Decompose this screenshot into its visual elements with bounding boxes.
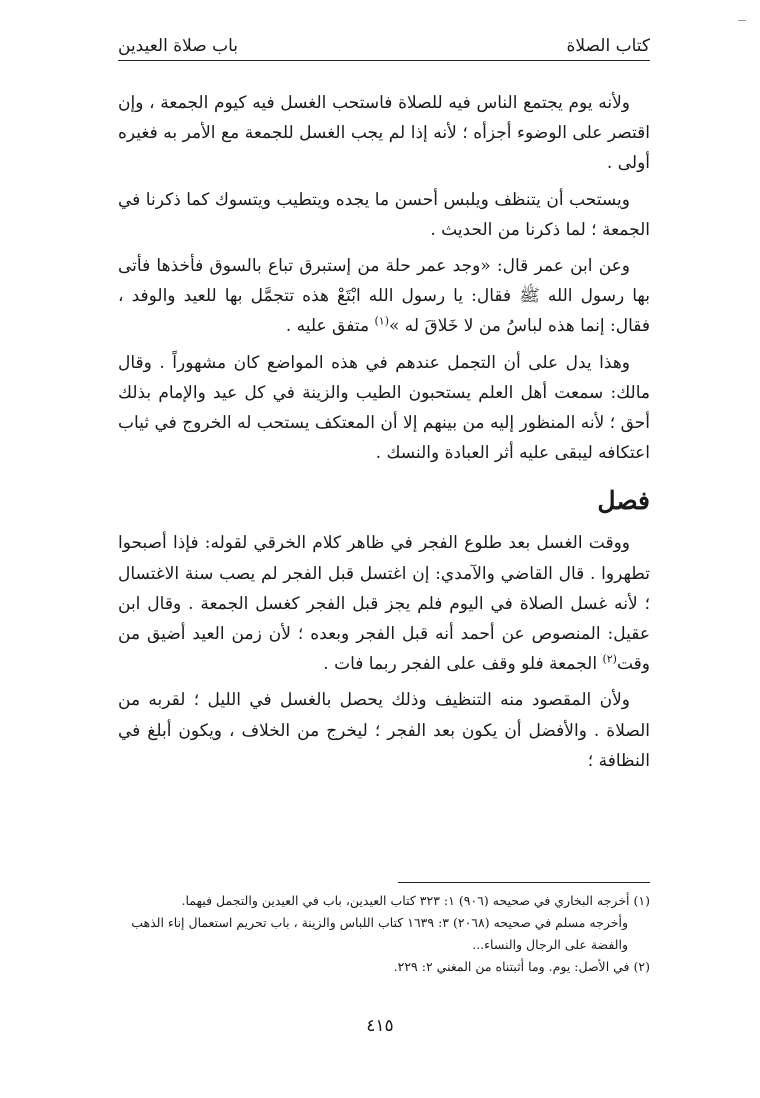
paragraph [118,528,650,679]
section-heading: فصل [597,486,650,516]
paragraph-text: وعن ابن عمر قال: «وجد عمر حلة من إستبرق تباع بالسوق فأخذها فأتى بها رسول الله ﷺ فقال: يا رسول الله ابْتَعْ هذه تتجمَّل بها للعيد والوفد ، فقال: إنما هذه لباسُ من لا خَلاقَ له » [118,256,650,337]
paragraph-text-tail: متفق عليه . [285,316,375,337]
paragraph [118,348,650,469]
paragraph-text-tail: الجمعة فلو وقف على الفجر ربما فات . [323,654,603,675]
body-text [118,88,650,782]
paragraph [118,251,650,342]
header-section-title: باب صلاة العيدين [118,36,239,56]
footnote-reference: (١) [374,314,389,328]
footnote-1: (١) أخرجه البخاري في صحيحه (٩٠٦) ١: ٣٢٣ كتاب العيدين، باب في العيدين والتجمل فيهما. [181,893,650,908]
footnotes [118,890,650,978]
paragraph-text: ووقت الغسل بعد طلوع الفجر في ظاهر كلام الخرقي لقوله: فإذا أصبحوا تطهروا . قال القاضي والآمدي: إن اغتسل قبل الفجر لم يصب سنة الاغتسال ؛ لأنه غسل الصلاة في اليوم فلم يجز قبل الفجر كغسل الجمعة . وقال ابن عقيل: المنصوص عن أحمد أنه قبل الفجر وبعده ؛ لأن زمن العيد أضيق من وقت [118,533,650,675]
paragraph [118,185,650,245]
paragraph-text: وهذا يدل على أن التجمل عندهم في هذه المواضع كان مشهوراً . وقال مالك: سمعت أهل العلم يستحبون الطيب والزينة في كل عيد والإمام بذلك أحق ؛ لأنه المنظور إليه من بينهم إلا أن المعتكف يستحب له الخروج في ثياب اعتكافه ليبقى عليه أثر العبادة والنسك . [118,352,650,464]
paragraph-text: ويستحب أن يتنظف ويلبس أحسن ما يجده ويتطيب ويتسوك كما ذكرنا في الجمعة ؛ لما ذكرنا من الحديث . [118,189,650,240]
footnote-reference: (٢) [602,652,617,666]
footnote-2: (٢) في الأصل: يوم. وما أثبتناه من المغني ٢: ٢٢٩. [393,959,650,974]
header-chapter-title: كتاب الصلاة [566,36,650,56]
paragraph-text: ولأنه يوم يجتمع الناس فيه للصلاة فاستحب الغسل فيه كيوم الجمعة ، وإن اقتصر على الوضوء أجزأه ؛ لأنه إذا لم يجب الغسل للجمعة مع الأمر به فغيره أولى . [118,93,650,174]
paragraph-text: ولأن المقصود منه التنظيف وذلك يحصل بالغسل في الليل ؛ لقربه من الصلاة . والأفضل أن يكون بعد الفجر ؛ ليخرج من الخلاف ، ويكون أبلغ في النظافة ؛ [118,690,650,771]
running-header [118,34,650,61]
footnote-1-continuation: وأخرجه مسلم في صحيحه (٢٠٦٨) ٣: ١٦٣٩ كتاب اللباس والزينة ، باب تحريم استعمال إناء الذهب والفضة على الرجال والنساء... [131,915,628,952]
paragraph [118,88,650,179]
paragraph [118,685,650,776]
corner-mark [738,20,746,21]
page-number: ٤١٥ [366,1016,394,1036]
footnote-separator [398,882,650,883]
